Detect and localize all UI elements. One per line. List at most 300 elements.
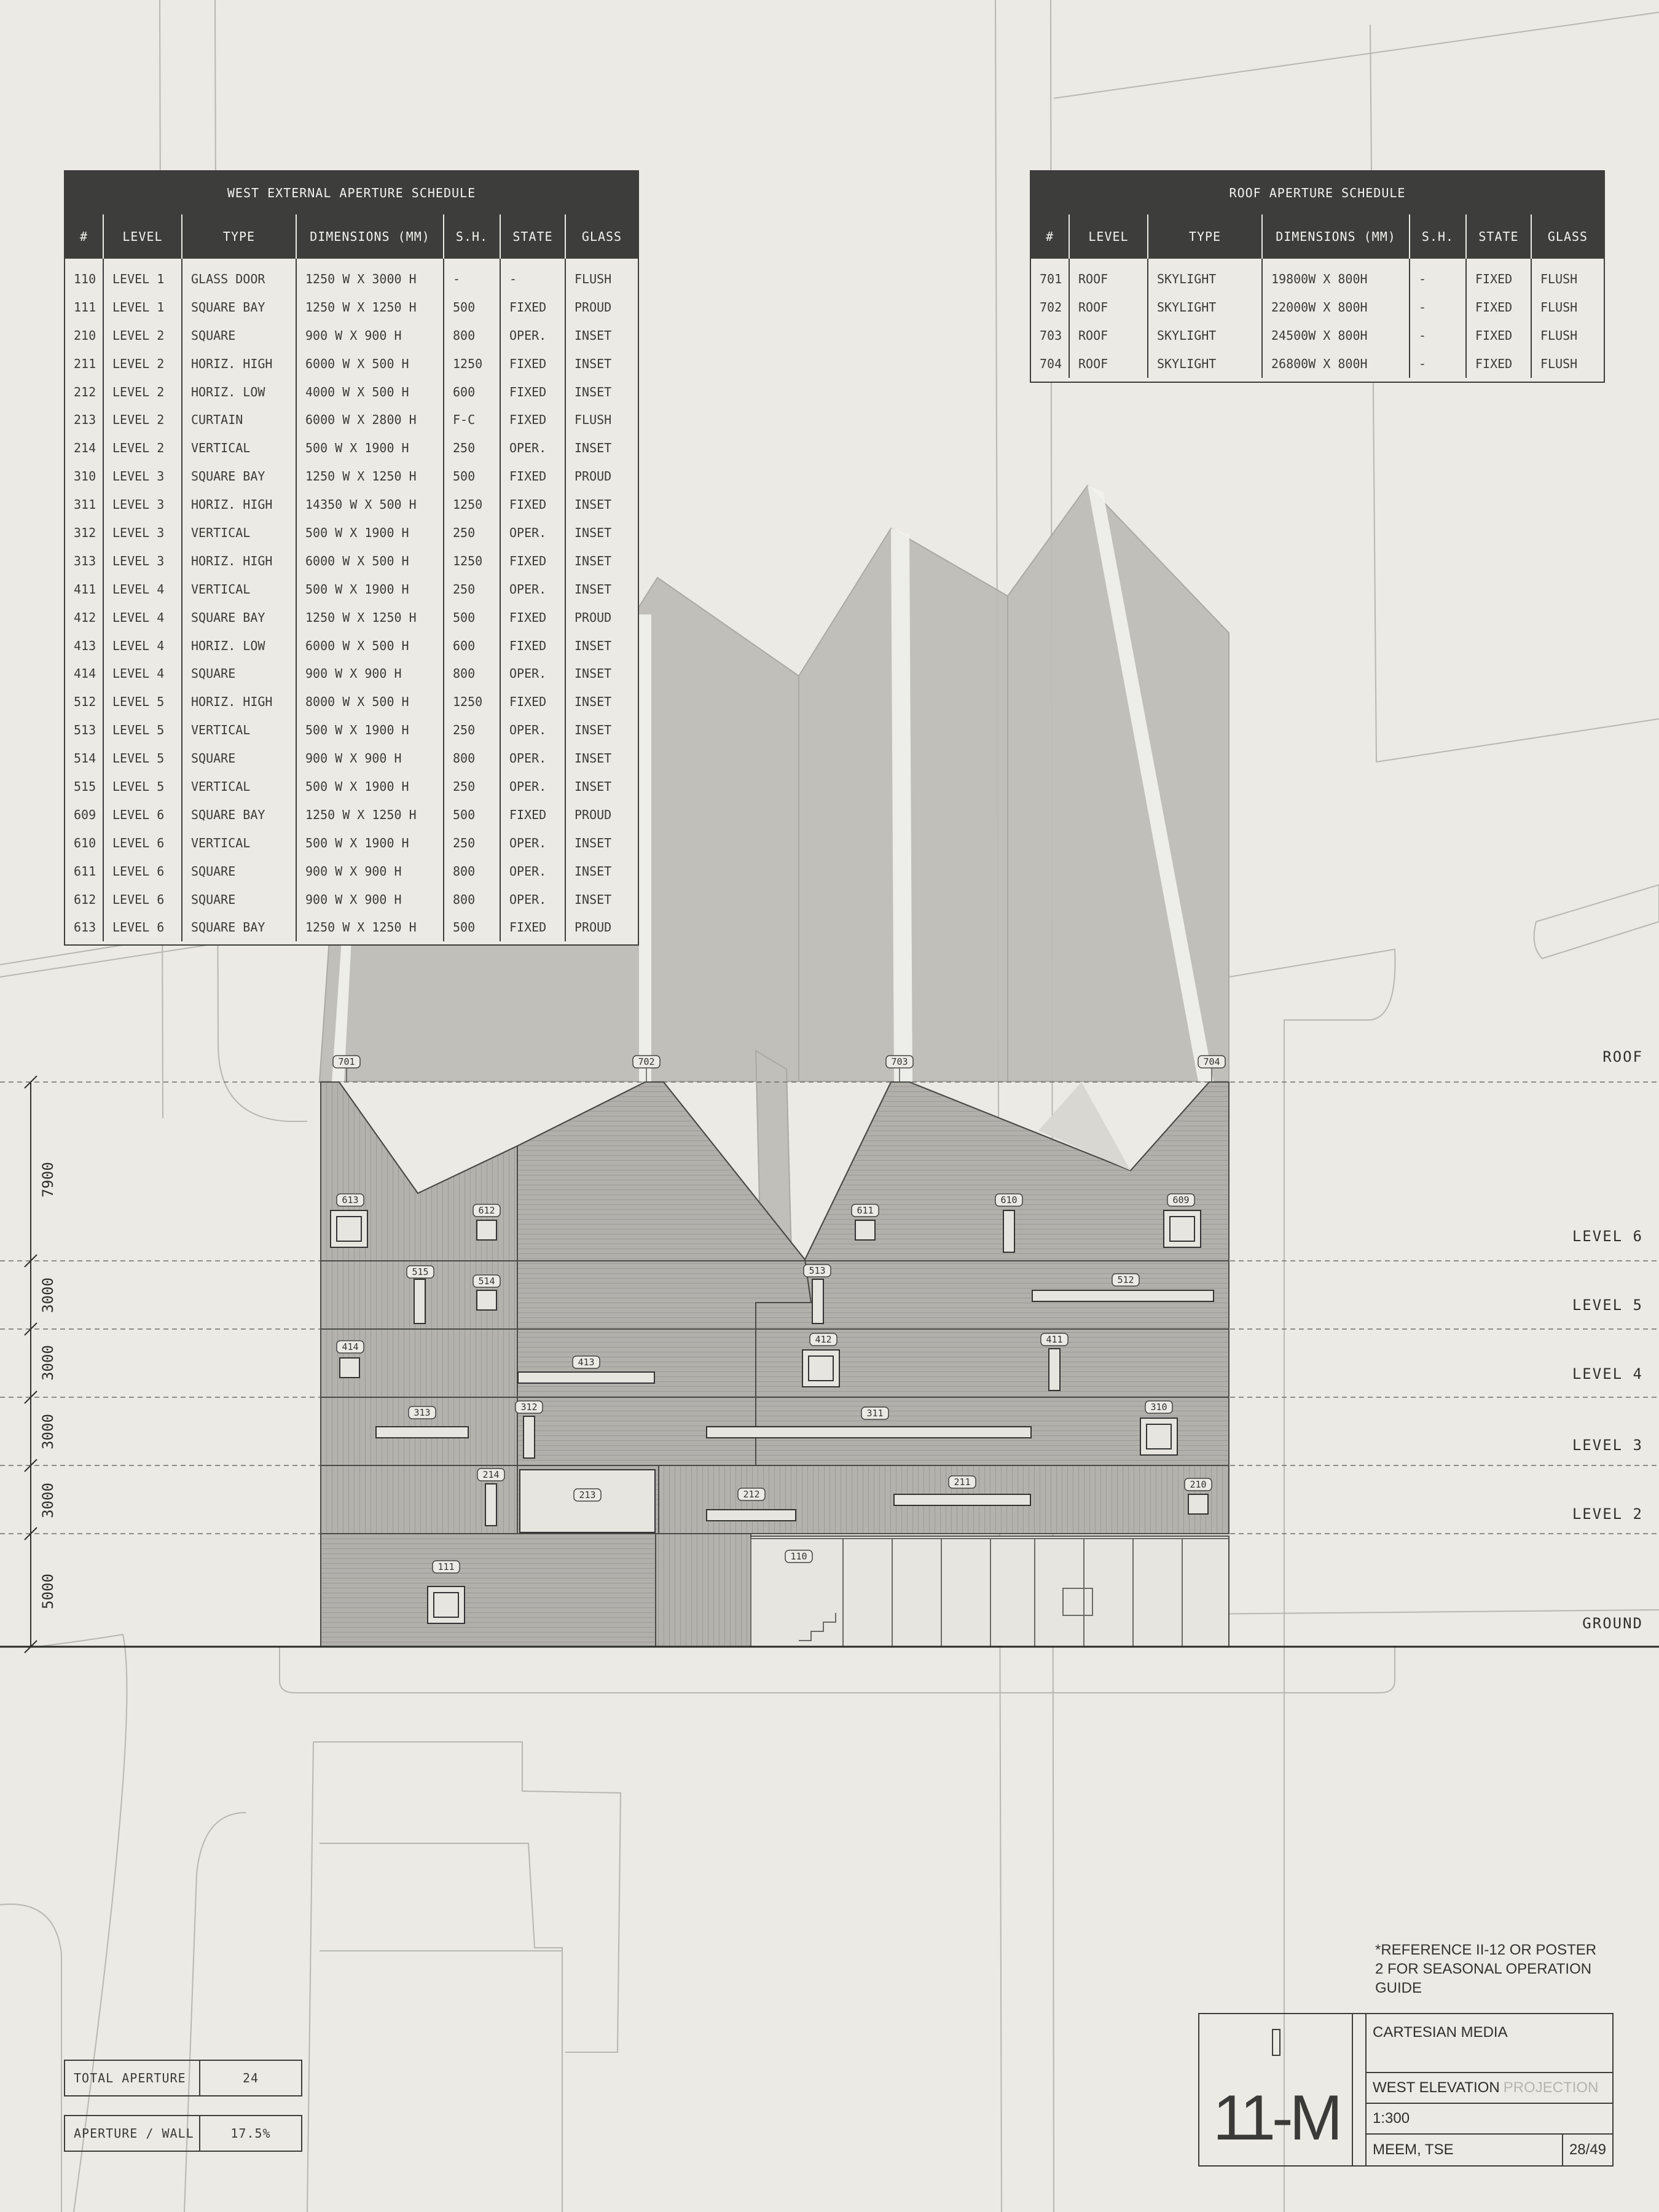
schedule-table bbox=[65, 214, 638, 941]
window-515 bbox=[414, 1279, 425, 1324]
table-cell: HORIZ. HIGH bbox=[182, 350, 296, 378]
table-cell: FIXED bbox=[1466, 321, 1531, 350]
table-cell: 250 bbox=[444, 519, 500, 547]
table-cell: LEVEL 3 bbox=[103, 490, 182, 519]
level-label-2: LEVEL 2 bbox=[1572, 1505, 1643, 1523]
table-cell: 500 bbox=[444, 913, 500, 941]
table-cell: 250 bbox=[444, 772, 500, 801]
level-label-4: LEVEL 4 bbox=[1572, 1365, 1643, 1382]
window-312 bbox=[524, 1416, 535, 1458]
level-label-5: LEVEL 5 bbox=[1572, 1296, 1643, 1314]
table-cell: 412 bbox=[74, 610, 96, 625]
table-cell: 611 bbox=[74, 863, 96, 879]
table-cell: SQUARE bbox=[182, 659, 296, 688]
table-cell: FIXED bbox=[500, 632, 565, 660]
table-cell: INSET bbox=[565, 519, 638, 547]
aperture-tag: 311 bbox=[866, 1408, 884, 1419]
column-header: LEVEL bbox=[1069, 214, 1148, 259]
aperture-tag: 110 bbox=[790, 1551, 807, 1562]
table-cell: VERTICAL bbox=[182, 434, 296, 462]
table-cell: 702 bbox=[1040, 299, 1062, 315]
aperture-tag: 610 bbox=[1000, 1194, 1018, 1206]
level-label-3: LEVEL 3 bbox=[1572, 1437, 1643, 1454]
column-header: GLASS bbox=[1531, 214, 1604, 259]
drawing-subtitle: PROJECTION bbox=[1503, 2079, 1599, 2096]
table-row bbox=[65, 575, 638, 603]
column-header: # bbox=[1031, 214, 1069, 259]
table-cell: HORIZ. HIGH bbox=[182, 688, 296, 716]
column-header: LEVEL bbox=[103, 214, 182, 259]
table-cell: SKYLIGHT bbox=[1148, 293, 1262, 321]
window-413 bbox=[518, 1372, 654, 1383]
table-cell: FIXED bbox=[500, 378, 565, 406]
table-cell: HORIZ. HIGH bbox=[182, 490, 296, 519]
drawing-title: WEST ELEVATION bbox=[1373, 2079, 1500, 2096]
table-cell: 703 bbox=[1040, 327, 1062, 343]
aperture-tag: 111 bbox=[437, 1561, 455, 1572]
aperture-tag: 214 bbox=[482, 1469, 500, 1480]
table-cell: 250 bbox=[444, 434, 500, 462]
logo-panel bbox=[1199, 2014, 1353, 2165]
column-header: GLASS bbox=[565, 214, 638, 259]
table-cell: - bbox=[1410, 350, 1466, 378]
dimension-line bbox=[25, 1076, 37, 1653]
table-row bbox=[65, 632, 638, 660]
table-cell: OPER. bbox=[500, 716, 565, 744]
table-cell: 250 bbox=[444, 829, 500, 857]
table-cell: PROUD bbox=[565, 462, 638, 490]
table-cell: 1250 bbox=[444, 688, 500, 716]
table-cell: 111 bbox=[74, 299, 96, 315]
aperture-tag: 312 bbox=[520, 1402, 538, 1413]
window-411 bbox=[1049, 1349, 1060, 1390]
aperture-tag: 609 bbox=[1172, 1194, 1190, 1206]
aperture-tag: 701 bbox=[338, 1056, 355, 1067]
drawing-title-row bbox=[1365, 2073, 1612, 2104]
table-cell: 14350 W X 500 H bbox=[296, 490, 444, 519]
table-row bbox=[65, 913, 638, 941]
table-row bbox=[65, 490, 638, 519]
table-cell: 214 bbox=[74, 441, 96, 456]
table-cell: PROUD bbox=[565, 801, 638, 829]
table-cell: 1250 bbox=[444, 350, 500, 378]
table-cell: INSET bbox=[565, 547, 638, 575]
aperture-tag: 611 bbox=[857, 1205, 874, 1216]
table-cell: PROUD bbox=[565, 293, 638, 321]
table-cell: LEVEL 6 bbox=[103, 857, 182, 885]
table-cell: PROUD bbox=[565, 913, 638, 941]
table-cell: 212 bbox=[74, 384, 96, 399]
table-cell: OPER. bbox=[500, 659, 565, 688]
table-cell: SKYLIGHT bbox=[1148, 321, 1262, 350]
table-cell: ROOF bbox=[1069, 321, 1148, 350]
table-cell: LEVEL 6 bbox=[103, 801, 182, 829]
schedule-title: ROOF APERTURE SCHEDULE bbox=[1031, 171, 1604, 214]
table-cell: FLUSH bbox=[565, 259, 638, 293]
table-row bbox=[65, 885, 638, 914]
table-cell: SQUARE bbox=[182, 885, 296, 914]
table-row bbox=[65, 603, 638, 632]
table-cell: LEVEL 2 bbox=[103, 350, 182, 378]
table-cell: FIXED bbox=[500, 801, 565, 829]
aperture-tag: 213 bbox=[579, 1489, 596, 1500]
table-cell: 250 bbox=[444, 716, 500, 744]
table-cell: 313 bbox=[74, 553, 96, 568]
table-cell: INSET bbox=[565, 350, 638, 378]
table-cell: INSET bbox=[565, 829, 638, 857]
table-cell: 6000 W X 500 H bbox=[296, 547, 444, 575]
table-cell: SQUARE bbox=[182, 321, 296, 350]
table-cell: ROOF bbox=[1069, 293, 1148, 321]
table-cell: 213 bbox=[74, 412, 96, 428]
table-row bbox=[65, 350, 638, 378]
table-cell: 600 bbox=[444, 632, 500, 660]
aperture-tag: 414 bbox=[342, 1341, 359, 1352]
table-cell: FIXED bbox=[500, 490, 565, 519]
table-cell: SQUARE BAY bbox=[182, 462, 296, 490]
table-cell: FIXED bbox=[500, 688, 565, 716]
dimension-label: 3000 bbox=[39, 1483, 57, 1518]
table-cell: - bbox=[500, 259, 565, 293]
table-cell: OPER. bbox=[500, 575, 565, 603]
table-cell: 500 W X 1900 H bbox=[296, 829, 444, 857]
table-cell: LEVEL 4 bbox=[103, 575, 182, 603]
table-cell: VERTICAL bbox=[182, 716, 296, 744]
table-cell: LEVEL 1 bbox=[103, 293, 182, 321]
table-cell: 310 bbox=[74, 469, 96, 484]
table-cell: LEVEL 3 bbox=[103, 547, 182, 575]
table-cell: SQUARE BAY bbox=[182, 293, 296, 321]
table-cell: SQUARE BAY bbox=[182, 913, 296, 941]
column-header: TYPE bbox=[1148, 214, 1262, 259]
table-cell: OPER. bbox=[500, 857, 565, 885]
table-cell: 612 bbox=[74, 892, 96, 907]
table-cell: 6000 W X 500 H bbox=[296, 632, 444, 660]
window-513 bbox=[812, 1279, 823, 1324]
table-row bbox=[65, 378, 638, 406]
table-row bbox=[65, 462, 638, 490]
table-cell: 6000 W X 2800 H bbox=[296, 406, 444, 434]
table-cell: OPER. bbox=[500, 772, 565, 801]
table-cell: FLUSH bbox=[1531, 293, 1604, 321]
table-cell: 701 bbox=[1040, 271, 1062, 286]
table-cell: INSET bbox=[565, 659, 638, 688]
table-cell: LEVEL 1 bbox=[103, 259, 182, 293]
window-414 bbox=[340, 1358, 359, 1378]
table-cell: ROOF bbox=[1069, 350, 1148, 378]
table-cell: LEVEL 4 bbox=[103, 659, 182, 688]
table-cell: VERTICAL bbox=[182, 575, 296, 603]
table-cell: 515 bbox=[74, 779, 96, 794]
table-cell: HORIZ. LOW bbox=[182, 378, 296, 406]
table-cell: FLUSH bbox=[1531, 259, 1604, 293]
table-cell: INSET bbox=[565, 857, 638, 885]
window-311 bbox=[707, 1427, 1031, 1438]
table-row bbox=[65, 547, 638, 575]
stat-label: APERTURE / WALL bbox=[65, 2116, 200, 2151]
title-block bbox=[1198, 2013, 1614, 2167]
table-cell: OPER. bbox=[500, 885, 565, 914]
column-header: # bbox=[65, 214, 103, 259]
table-cell: LEVEL 6 bbox=[103, 885, 182, 914]
table-cell: OPER. bbox=[500, 829, 565, 857]
table-cell: 800 bbox=[444, 857, 500, 885]
table-cell: 500 bbox=[444, 801, 500, 829]
logo-mark-icon bbox=[1272, 2029, 1281, 2056]
table-cell: 800 bbox=[444, 659, 500, 688]
drawing-scale: 1:300 bbox=[1365, 2104, 1612, 2135]
table-cell: CURTAIN bbox=[182, 406, 296, 434]
table-cell: 22000W X 800H bbox=[1262, 293, 1410, 321]
aperture-tag: 702 bbox=[638, 1056, 655, 1067]
table-row bbox=[65, 519, 638, 547]
table-cell: SKYLIGHT bbox=[1148, 350, 1262, 378]
table-cell: 1250 W X 1250 H bbox=[296, 801, 444, 829]
table-cell: 900 W X 900 H bbox=[296, 857, 444, 885]
table-cell: 250 bbox=[444, 575, 500, 603]
table-cell: 800 bbox=[444, 885, 500, 914]
aperture-tag: 412 bbox=[815, 1334, 832, 1345]
table-cell: PROUD bbox=[565, 603, 638, 632]
aperture-tag: 413 bbox=[578, 1357, 595, 1368]
aperture-tag: 703 bbox=[891, 1056, 908, 1067]
table-cell: FIXED bbox=[500, 603, 565, 632]
table-cell: 24500W X 800H bbox=[1262, 321, 1410, 350]
table-cell: FIXED bbox=[500, 406, 565, 434]
table-cell: 900 W X 900 H bbox=[296, 885, 444, 914]
table-cell: 500 W X 1900 H bbox=[296, 519, 444, 547]
table-cell: 312 bbox=[74, 525, 96, 540]
table-row bbox=[65, 744, 638, 772]
table-cell: LEVEL 5 bbox=[103, 744, 182, 772]
table-cell: INSET bbox=[565, 321, 638, 350]
table-cell: 512 bbox=[74, 694, 96, 710]
stat-label: TOTAL APERTURE bbox=[65, 2061, 200, 2095]
column-header: TYPE bbox=[182, 214, 296, 259]
company-name: CARTESIAN MEDIA bbox=[1365, 2014, 1612, 2073]
table-row bbox=[1031, 321, 1604, 350]
table-cell: 19800W X 800H bbox=[1262, 259, 1410, 293]
table-cell: LEVEL 6 bbox=[103, 913, 182, 941]
table-cell: OPER. bbox=[500, 434, 565, 462]
table-cell: 311 bbox=[74, 497, 96, 512]
table-cell: LEVEL 6 bbox=[103, 829, 182, 857]
aperture-tag: 411 bbox=[1046, 1334, 1063, 1345]
table-cell: 610 bbox=[74, 835, 96, 850]
table-cell: INSET bbox=[565, 688, 638, 716]
dimension-label: 3000 bbox=[39, 1345, 57, 1381]
table-row bbox=[65, 659, 638, 688]
dimension-label: 5000 bbox=[39, 1574, 57, 1609]
aperture-tag: 512 bbox=[1117, 1274, 1134, 1285]
window-212 bbox=[707, 1510, 796, 1521]
table-cell: 1250 W X 1250 H bbox=[296, 603, 444, 632]
window-512 bbox=[1032, 1290, 1214, 1301]
table-cell: FIXED bbox=[500, 462, 565, 490]
window-313 bbox=[376, 1427, 468, 1438]
table-cell: INSET bbox=[565, 772, 638, 801]
table-cell: INSET bbox=[565, 716, 638, 744]
table-cell: FIXED bbox=[500, 913, 565, 941]
sheet-number: 11-M bbox=[1213, 2082, 1339, 2154]
aperture-wall-ratio-stat bbox=[64, 2115, 302, 2152]
table-cell: FIXED bbox=[1466, 350, 1531, 378]
authors: MEEM, TSE bbox=[1373, 2141, 1454, 2158]
dimension-label: 3000 bbox=[39, 1277, 57, 1313]
table-cell: 613 bbox=[74, 920, 96, 935]
table-cell: FLUSH bbox=[565, 406, 638, 434]
table-cell: VERTICAL bbox=[182, 772, 296, 801]
table-row bbox=[65, 434, 638, 462]
level-label-ground: GROUND bbox=[1582, 1615, 1643, 1632]
table-row bbox=[1031, 350, 1604, 378]
table-cell: LEVEL 2 bbox=[103, 406, 182, 434]
page-number: 28/49 bbox=[1562, 2135, 1612, 2165]
table-cell: - bbox=[1410, 293, 1466, 321]
title-block-divider bbox=[1352, 2014, 1367, 2165]
table-cell: 704 bbox=[1040, 356, 1062, 371]
table-cell: 500 W X 1900 H bbox=[296, 772, 444, 801]
table-cell: VERTICAL bbox=[182, 519, 296, 547]
aperture-tag: 313 bbox=[414, 1407, 431, 1418]
window-211 bbox=[894, 1494, 1030, 1505]
table-cell: INSET bbox=[565, 378, 638, 406]
level-label-roof: ROOF bbox=[1602, 1048, 1643, 1065]
table-cell: 900 W X 900 H bbox=[296, 744, 444, 772]
table-cell: 609 bbox=[74, 807, 96, 822]
column-header: S.H. bbox=[444, 214, 500, 259]
table-cell: LEVEL 5 bbox=[103, 716, 182, 744]
table-cell: 1250 bbox=[444, 547, 500, 575]
table-row bbox=[65, 293, 638, 321]
table-cell: 210 bbox=[74, 327, 96, 343]
table-cell: INSET bbox=[565, 632, 638, 660]
table-cell: 500 W X 1900 H bbox=[296, 434, 444, 462]
table-row bbox=[65, 321, 638, 350]
table-cell: GLASS DOOR bbox=[182, 259, 296, 293]
table-cell: 110 bbox=[74, 271, 96, 286]
table-cell: 413 bbox=[74, 638, 96, 653]
column-header: S.H. bbox=[1410, 214, 1466, 259]
table-cell: - bbox=[444, 259, 500, 293]
table-cell: 211 bbox=[74, 356, 96, 371]
table-cell: LEVEL 2 bbox=[103, 321, 182, 350]
stat-value: 17.5% bbox=[230, 2126, 271, 2141]
level-label-6: LEVEL 6 bbox=[1572, 1228, 1643, 1245]
window-514 bbox=[477, 1290, 496, 1310]
window-214 bbox=[485, 1484, 496, 1526]
aperture-tag: 515 bbox=[412, 1266, 429, 1277]
west-aperture-schedule bbox=[64, 170, 639, 946]
aperture-tag: 613 bbox=[342, 1194, 359, 1206]
table-cell: 513 bbox=[74, 723, 96, 738]
stat-value: 24 bbox=[242, 2071, 259, 2085]
table-row bbox=[65, 688, 638, 716]
table-cell: - bbox=[1410, 259, 1466, 293]
table-cell: 26800W X 800H bbox=[1262, 350, 1410, 378]
table-cell: SKYLIGHT bbox=[1148, 259, 1262, 293]
window-612 bbox=[477, 1220, 496, 1240]
table-cell: VERTICAL bbox=[182, 829, 296, 857]
table-cell: 500 bbox=[444, 603, 500, 632]
table-row bbox=[65, 716, 638, 744]
table-row bbox=[65, 857, 638, 885]
table-cell: 600 bbox=[444, 378, 500, 406]
table-cell: 900 W X 900 H bbox=[296, 659, 444, 688]
aperture-tag: 704 bbox=[1203, 1056, 1220, 1067]
table-cell: INSET bbox=[565, 744, 638, 772]
dimension-label: 7900 bbox=[39, 1162, 57, 1198]
aperture-tag: 212 bbox=[743, 1489, 760, 1500]
table-cell: 8000 W X 500 H bbox=[296, 688, 444, 716]
table-cell: F-C bbox=[444, 406, 500, 434]
column-header: DIMENSIONS (MM) bbox=[296, 214, 444, 259]
table-cell: 1250 bbox=[444, 490, 500, 519]
table-cell: FIXED bbox=[500, 547, 565, 575]
table-cell: FIXED bbox=[1466, 293, 1531, 321]
column-header: STATE bbox=[500, 214, 565, 259]
table-cell: INSET bbox=[565, 885, 638, 914]
table-cell: SQUARE bbox=[182, 744, 296, 772]
seasonal-note: *REFERENCE II-12 OR POSTER 2 FOR SEASONAL OPERATION GUIDE bbox=[1375, 1942, 1597, 1996]
table-cell: 4000 W X 500 H bbox=[296, 378, 444, 406]
table-cell: 1250 W X 1250 H bbox=[296, 293, 444, 321]
authors-row bbox=[1365, 2135, 1612, 2165]
table-cell: LEVEL 5 bbox=[103, 688, 182, 716]
table-cell: 1250 W X 1250 H bbox=[296, 913, 444, 941]
table-cell: INSET bbox=[565, 434, 638, 462]
table-cell: SQUARE BAY bbox=[182, 801, 296, 829]
table-cell: 800 bbox=[444, 744, 500, 772]
table-cell: LEVEL 4 bbox=[103, 632, 182, 660]
table-cell: 1250 W X 3000 H bbox=[296, 259, 444, 293]
table-cell: INSET bbox=[565, 490, 638, 519]
table-cell: LEVEL 4 bbox=[103, 603, 182, 632]
table-row bbox=[65, 801, 638, 829]
window-611 bbox=[855, 1220, 875, 1240]
table-cell: HORIZ. HIGH bbox=[182, 547, 296, 575]
window-610 bbox=[1003, 1210, 1014, 1252]
table-cell: FLUSH bbox=[1531, 350, 1604, 378]
dimension-label: 3000 bbox=[39, 1414, 57, 1449]
table-cell: 500 W X 1900 H bbox=[296, 716, 444, 744]
aperture-tag: 612 bbox=[478, 1205, 495, 1216]
table-cell: 500 bbox=[444, 293, 500, 321]
table-row bbox=[65, 406, 638, 434]
table-cell: LEVEL 2 bbox=[103, 378, 182, 406]
table-cell: - bbox=[1410, 321, 1466, 350]
column-header: DIMENSIONS (MM) bbox=[1262, 214, 1410, 259]
table-row bbox=[65, 829, 638, 857]
window-210 bbox=[1188, 1494, 1208, 1514]
table-cell: 6000 W X 500 H bbox=[296, 350, 444, 378]
table-cell: 414 bbox=[74, 666, 96, 681]
table-cell: FIXED bbox=[500, 350, 565, 378]
table-cell: LEVEL 2 bbox=[103, 434, 182, 462]
table-cell: FIXED bbox=[500, 293, 565, 321]
aperture-tag: 210 bbox=[1190, 1479, 1207, 1490]
aperture-tag: 513 bbox=[809, 1265, 826, 1276]
table-cell: 500 W X 1900 H bbox=[296, 575, 444, 603]
table-cell: 500 bbox=[444, 462, 500, 490]
aperture-tag: 514 bbox=[478, 1276, 495, 1287]
table-row bbox=[65, 772, 638, 801]
table-cell: OPER. bbox=[500, 321, 565, 350]
table-cell: SQUARE BAY bbox=[182, 603, 296, 632]
column-header: STATE bbox=[1466, 214, 1531, 259]
table-row bbox=[65, 259, 638, 293]
table-cell: LEVEL 3 bbox=[103, 462, 182, 490]
